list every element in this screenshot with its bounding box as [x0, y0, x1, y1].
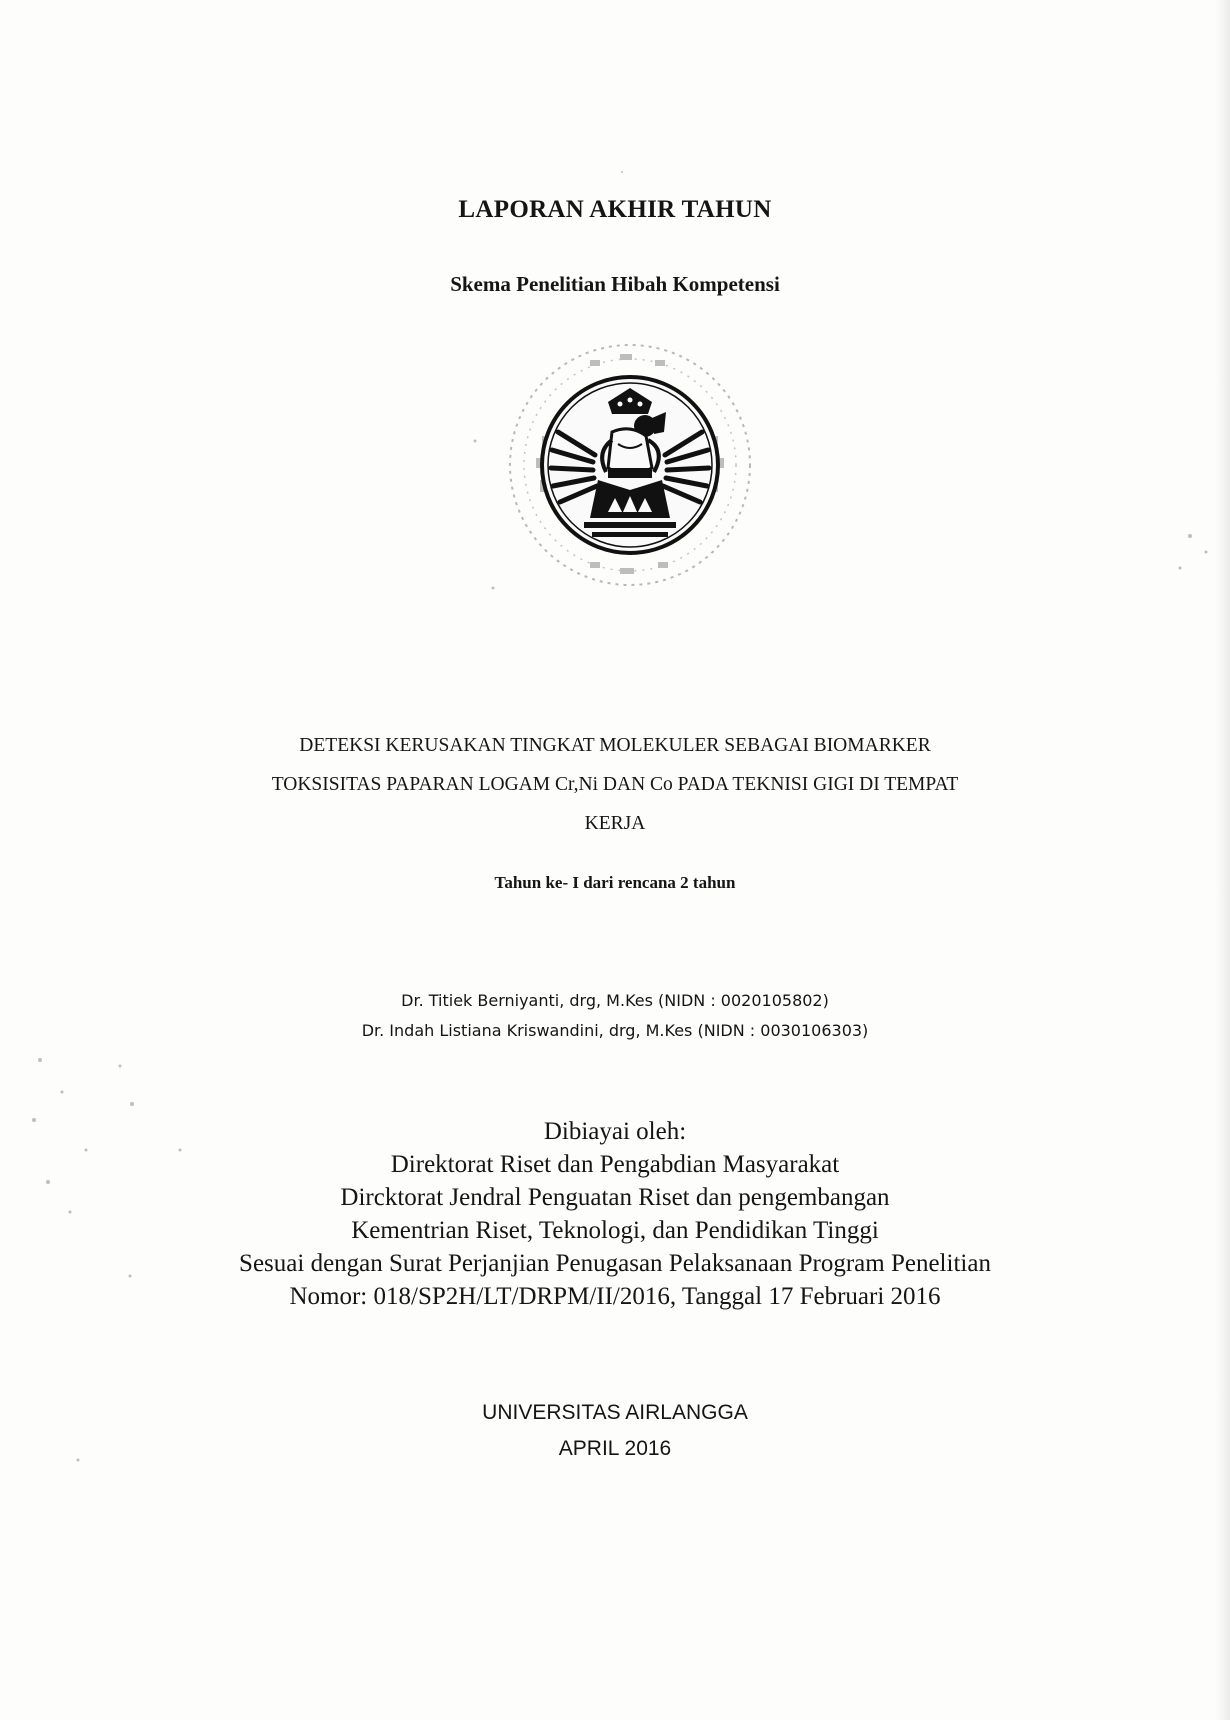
university-footer — [0, 1395, 1230, 1467]
research-title-line: DETEKSI KERUSAKAN TINGKAT MOLEKULER SEBAGAI BIOMARKER — [299, 735, 931, 756]
funding-line: Nomor: 018/SP2H/LT/DRPM/II/2016, Tanggal 17 Februari 2016 — [289, 1283, 941, 1310]
research-scheme: Skema Penelitian Hibah Kompetensi — [450, 272, 780, 296]
author-entry: Dr. Titiek Berniyanti, drg, M.Kes (NIDN : 0020105802) — [401, 991, 829, 1010]
report-title: LAPORAN AKHIR TAHUN — [458, 196, 772, 223]
research-title — [180, 726, 1050, 843]
funding-line: Dircktorat Jendral Penguatan Riset dan pengembangan — [340, 1184, 890, 1211]
funding-statement — [0, 1115, 1230, 1313]
funding-line: Sesuai dengan Surat Perjanjian Penugasan Pelaksanaan Program Penelitian — [239, 1250, 991, 1277]
research-title-line: KERJA — [584, 813, 646, 834]
research-year-line: Tahun ke- I dari rencana 2 tahun — [494, 873, 736, 892]
author-list — [0, 986, 1230, 1046]
author-entry: Dr. Indah Listiana Kriswandini, drg, M.Kes (NIDN : 0030106303) — [361, 1021, 869, 1040]
funding-line: Dibiayai oleh: — [543, 1118, 687, 1145]
university-name: UNIVERSITAS AIRLANGGA — [482, 1401, 748, 1424]
research-title-line: TOKSISITAS PAPARAN LOGAM Cr,Ni DAN Co PADA TEKNISI GIGI DI TEMPAT — [271, 774, 959, 795]
universitas-airlangga-emblem-icon — [480, 340, 780, 590]
funding-line: Direktorat Riset dan Pengabdian Masyarakat — [390, 1151, 840, 1178]
funding-line: Kementrian Riset, Teknologi, dan Pendidikan Tinggi — [351, 1217, 879, 1244]
report-date: APRIL 2016 — [558, 1437, 672, 1460]
